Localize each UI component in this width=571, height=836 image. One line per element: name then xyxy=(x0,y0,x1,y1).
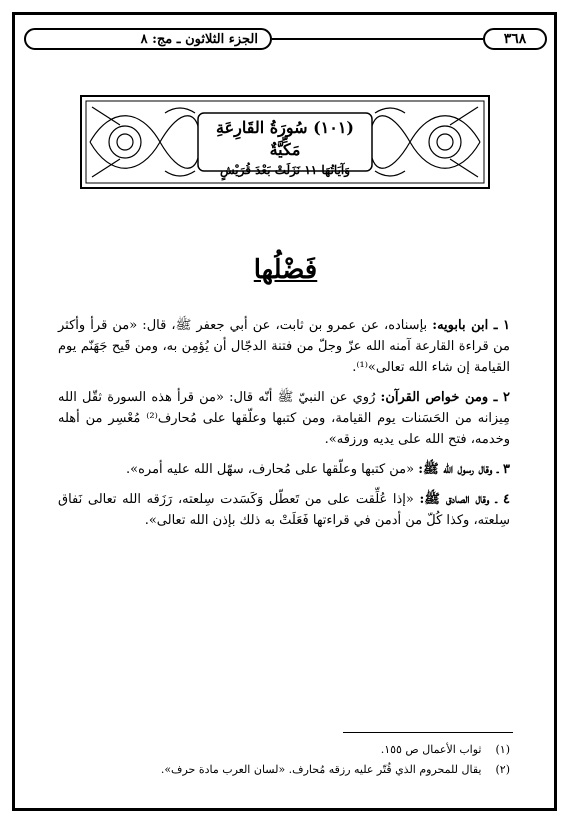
paragraph-lead: ٣ ـ وقال رسول الله ﷺ: xyxy=(418,462,510,477)
surah-info: وَآيَاتُهَا ١١ نَزَلَتْ بَعْدَ قُرَيْشٍ xyxy=(219,163,351,177)
running-header: الجزء الثلاثون ـ مج: ٨ xyxy=(24,28,272,50)
main-text xyxy=(58,315,510,540)
page-number: ٣٦٨ xyxy=(483,28,547,50)
footnote-text: يقال للمحروم الذي قُتّر عليه رزقه مُحارف. «لسان العرب مادة حرف». xyxy=(160,763,482,776)
paragraph-lead: ٤ ـ وقال الصادق ﷺ: xyxy=(419,492,510,507)
paragraph-lead: ١ ـ ابن بابويه: xyxy=(432,318,510,333)
section-title: فَضْلُها xyxy=(253,255,318,285)
paragraph-text: «من كتبها وعلّقها على مُحارف، سهّل الله عليه أمره». xyxy=(126,462,419,477)
surah-banner xyxy=(80,95,490,189)
page-header xyxy=(24,27,547,51)
footnote-rule xyxy=(343,732,513,733)
paragraph-lead: ٢ ـ ومن خواص القرآن: xyxy=(380,390,510,405)
banner-title xyxy=(200,117,370,179)
paragraph xyxy=(58,387,510,450)
paragraph xyxy=(58,315,510,378)
footnote xyxy=(60,740,510,760)
footnote-number: (١) xyxy=(495,743,510,756)
footnote xyxy=(60,760,510,780)
paragraph xyxy=(58,489,510,531)
paragraph xyxy=(58,459,510,480)
header-rule xyxy=(272,38,483,40)
paragraph-text: رُوي عن النبيّ ﷺ أنّه قال: «من قرأ هذه السورة ثقّل الله مِيزانه من الحَسَنات يوم القيامة، ومن كتبها وعلّقها على مُحارف⁽²⁾ مُعْسِر من أهله وخدمه، فتح الله على يديه ورزقه». xyxy=(58,390,510,447)
footnote-text: ثواب الأعمال ص ١٥٥. xyxy=(380,743,482,756)
paragraph-text: بإسناده، عن عمرو بن ثابت، عن أبي جعفر ﷺ، قال: «من قرأ وأكثر من قراءة القارعة آمنه الله عزّ وجلّ من فتنة الدجّال أن يُؤمِن به، ومن قَيح جَهَنّم يوم القيامة إن شاء الله تعالى»⁽¹⁾. xyxy=(58,318,510,375)
footnote-number: (٢) xyxy=(495,763,510,776)
surah-name: (١٠١) سُورَةُ القَارِعَةِ مَكِّيَّةٌ xyxy=(216,118,354,159)
footnotes xyxy=(60,740,510,780)
paragraph-text: «إذا عُلِّقت على من تَعطّل وَكَسَدت سِلعته، رَزَقه الله تعالى نَفاق سِلعته، وكذا كُلّ من أدمن في قراءتها فَعَلَتْ به ذلك بإذن الله تعالى». xyxy=(58,492,510,528)
